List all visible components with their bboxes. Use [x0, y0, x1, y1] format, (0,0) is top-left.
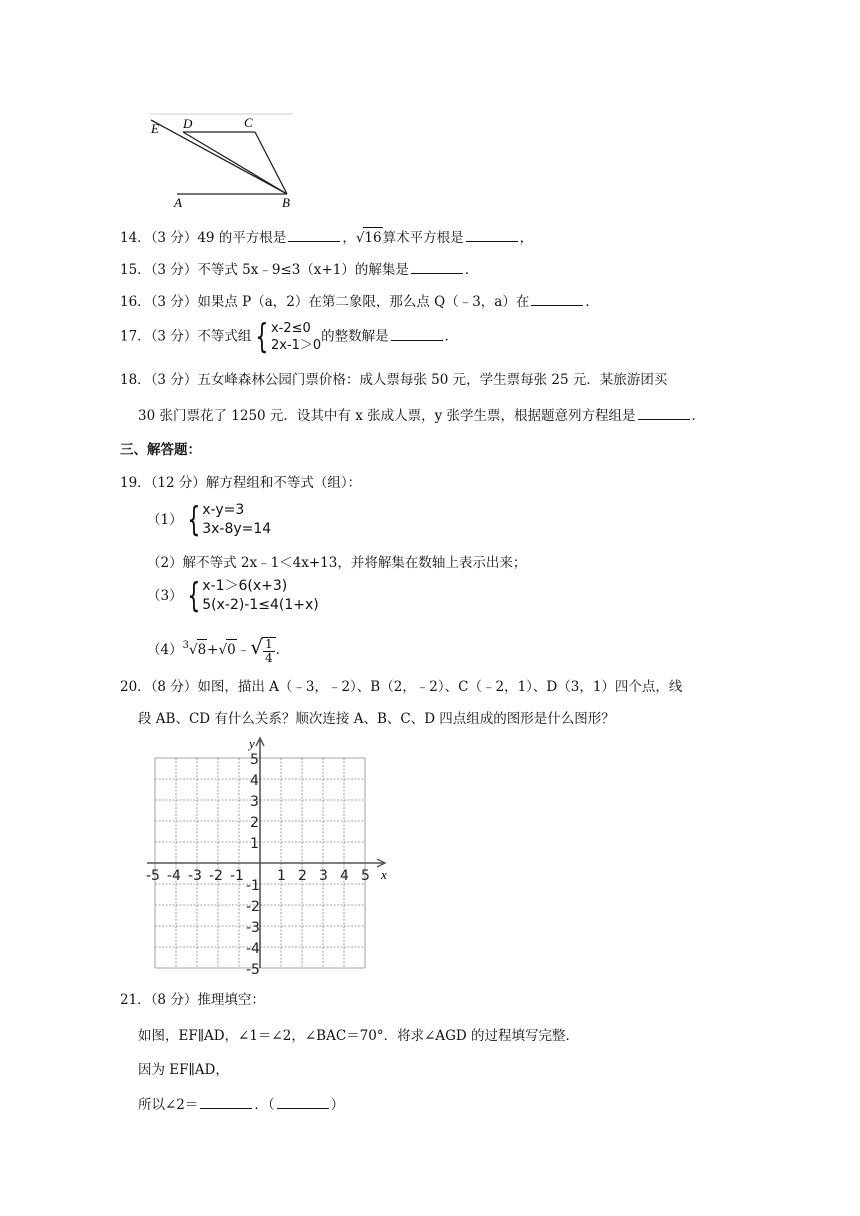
q18-blank[interactable]	[638, 405, 690, 420]
fraction-numerator: 1	[264, 636, 273, 651]
x-tick-label: 2	[298, 868, 307, 884]
q18-end: ．	[691, 408, 706, 424]
q19-p1-eq-1: x-y=3	[202, 502, 245, 518]
y-axis-label: y	[249, 736, 255, 751]
q19-p4-minus: ﹣	[236, 642, 251, 658]
question-15	[120, 259, 478, 280]
q21-line-3	[138, 1094, 344, 1115]
q19-part-1	[147, 501, 271, 539]
sqrt-sign: √	[355, 230, 365, 246]
question-14	[120, 227, 533, 248]
q15-end: ．	[464, 262, 479, 278]
q15-score: （3 分）	[150, 262, 198, 278]
y-tick-label: 2	[250, 815, 259, 831]
q19-part-2: （2）解不等式 2x﹣1＜4x+13，并将解集在数轴上表示出来；	[147, 555, 527, 571]
q19-text: 解方程组和不等式（组）：	[205, 475, 362, 491]
y-tick-label: 1	[250, 836, 259, 852]
question-20	[120, 677, 682, 697]
q16-text: 如果点 P（a，2）在第二象限，那么点 Q（﹣3，a）在	[197, 294, 530, 310]
label-b: B	[282, 195, 290, 208]
coordinate-grid	[140, 735, 390, 975]
q19-p4-fraction	[262, 637, 276, 665]
q14-blank-1[interactable]	[288, 227, 340, 242]
x-tick-label: -1	[230, 868, 244, 884]
question-16	[120, 291, 599, 312]
q14-text-2: 算术平方根是	[382, 230, 464, 246]
q19-p3-ineq-1: x-1＞6(x+3)	[202, 578, 288, 594]
y-tick-label: 5	[250, 752, 259, 768]
q19-p1-label: （1）	[147, 512, 183, 528]
y-tick-label: 4	[250, 773, 259, 789]
q19-score: （12 分）	[150, 475, 206, 491]
q16-score: （3 分）	[150, 294, 198, 310]
segment-eb	[151, 120, 287, 194]
x-tick-label: 1	[277, 868, 286, 884]
q21-blank-2[interactable]	[277, 1094, 329, 1109]
q20-line-1: 如图，描出 A（﹣3，﹣2）、B（2，﹣2）、C（﹣2，1）、D（3，1）四个点，线	[197, 679, 683, 695]
q19-p4-b: 0	[226, 639, 237, 660]
q21-text-b: ．（	[254, 1097, 275, 1113]
q17-number: 17．	[120, 328, 151, 345]
sqrt-icon: √	[250, 635, 263, 659]
q15-text: 不等式 5x﹣9≤3（x+1）的解集是	[197, 262, 409, 278]
q14-end: ，	[519, 230, 534, 246]
q14-text-1: 49 的平方根是	[197, 230, 287, 246]
q19-p4-a: 8	[197, 639, 208, 660]
x-tick-label: 3	[319, 868, 328, 884]
q20-number: 20．	[120, 679, 151, 695]
q18-score: （3 分）	[150, 372, 198, 388]
q21-line-1: 如图，EF∥AD，∠1＝∠2，∠BAC＝70°．将求∠AGD 的过程填写完整．	[138, 1028, 580, 1044]
q14-comma: ，	[342, 230, 356, 246]
x-tick-label: -4	[167, 868, 181, 884]
geometry-figure	[145, 108, 305, 208]
brace-icon: {	[186, 576, 200, 616]
q18-number: 18．	[120, 372, 151, 388]
y-tick-label: -1	[246, 878, 260, 894]
q17-system	[251, 317, 322, 357]
q17-ineq-1: x-2≤0	[270, 321, 311, 336]
y-tick-label: -5	[246, 962, 260, 975]
y-tick-label: 3	[250, 794, 259, 810]
q21-number: 21．	[120, 992, 151, 1008]
q21-text: 推理填空：	[197, 992, 265, 1008]
q21-blank-1[interactable]	[200, 1094, 252, 1109]
x-tick-label: -3	[188, 868, 202, 884]
question-18	[120, 370, 667, 390]
q19-p4-label: （4）	[147, 642, 183, 658]
cube-root-icon: √	[188, 642, 198, 658]
q19-p3-ineq-2: 5(x-2)-1≤4(1+x)	[202, 597, 319, 613]
q15-number: 15．	[120, 262, 151, 278]
brace-icon: {	[255, 317, 269, 357]
q17-text-2: 的整数解是	[321, 328, 389, 345]
question-19	[120, 473, 361, 493]
question-20-cont: 段 AB、CD 有什么关系？顺次连接 A、B、C、D 四点组成的图形是什么图形？	[138, 711, 615, 727]
q19-p3-label: （3）	[147, 588, 183, 604]
x-tick-label: 4	[340, 868, 349, 884]
q17-blank[interactable]	[391, 326, 443, 341]
y-tick-label: -3	[246, 920, 260, 936]
brace-icon: {	[186, 500, 200, 540]
q20-score: （8 分）	[150, 679, 198, 695]
q19-part-3	[147, 577, 319, 615]
q21-line-2: 因为 EF∥AD，	[138, 1062, 229, 1078]
q14-score: （3 分）	[150, 230, 198, 246]
q19-p4-end: .	[275, 642, 280, 658]
q18-line-2: 30 张门票花了 1250 元．设其中有 x 张成人票，y 张学生票，根据题意列方程组是	[138, 408, 636, 424]
q17-score: （3 分）	[150, 328, 198, 345]
q17-ineq-2: 2x-1＞0	[270, 338, 322, 353]
label-d: D	[183, 116, 193, 131]
x-tick-label: -5	[146, 868, 160, 884]
q16-number: 16．	[120, 294, 151, 310]
q21-score: （8 分）	[150, 992, 198, 1008]
q16-blank[interactable]	[531, 291, 583, 306]
q15-blank[interactable]	[411, 259, 463, 274]
sqrt-icon: √	[218, 642, 228, 658]
y-tick-label: -2	[246, 899, 260, 915]
label-c: C	[244, 115, 253, 130]
q14-sqrt-value: 16	[363, 227, 382, 248]
cube-root-index: 3	[182, 640, 189, 651]
x-axis-label: x	[381, 867, 387, 882]
y-tick-label: -4	[246, 941, 260, 957]
x-tick-label: -2	[209, 868, 223, 884]
q18-line-1: 五女峰森林公园门票价格：成人票每张 50 元，学生票每张 25 元．某旅游团买	[197, 372, 668, 388]
q19-part-4	[147, 636, 280, 665]
q19-number: 19．	[120, 475, 151, 491]
question-21	[120, 990, 265, 1010]
q19-p1-eq-2: 3x-8y=14	[202, 521, 272, 537]
q17-text-1: 不等式组	[197, 328, 252, 345]
q14-blank-2[interactable]	[466, 227, 518, 242]
question-18-cont	[138, 405, 705, 426]
label-a: A	[174, 195, 182, 208]
label-e: E	[151, 121, 159, 136]
q21-text-a: 所以∠2＝	[138, 1097, 199, 1113]
q16-end: ．	[585, 294, 599, 310]
q21-text-c: ）	[330, 1097, 345, 1113]
question-17	[120, 317, 459, 357]
section-title: 三、解答题：	[120, 442, 201, 458]
q17-end: ．	[444, 328, 459, 345]
x-tick-label: 5	[361, 868, 370, 884]
q19-p4-plus: +	[207, 642, 219, 658]
fraction-denominator: 4	[264, 650, 273, 665]
q14-number: 14．	[120, 230, 151, 246]
